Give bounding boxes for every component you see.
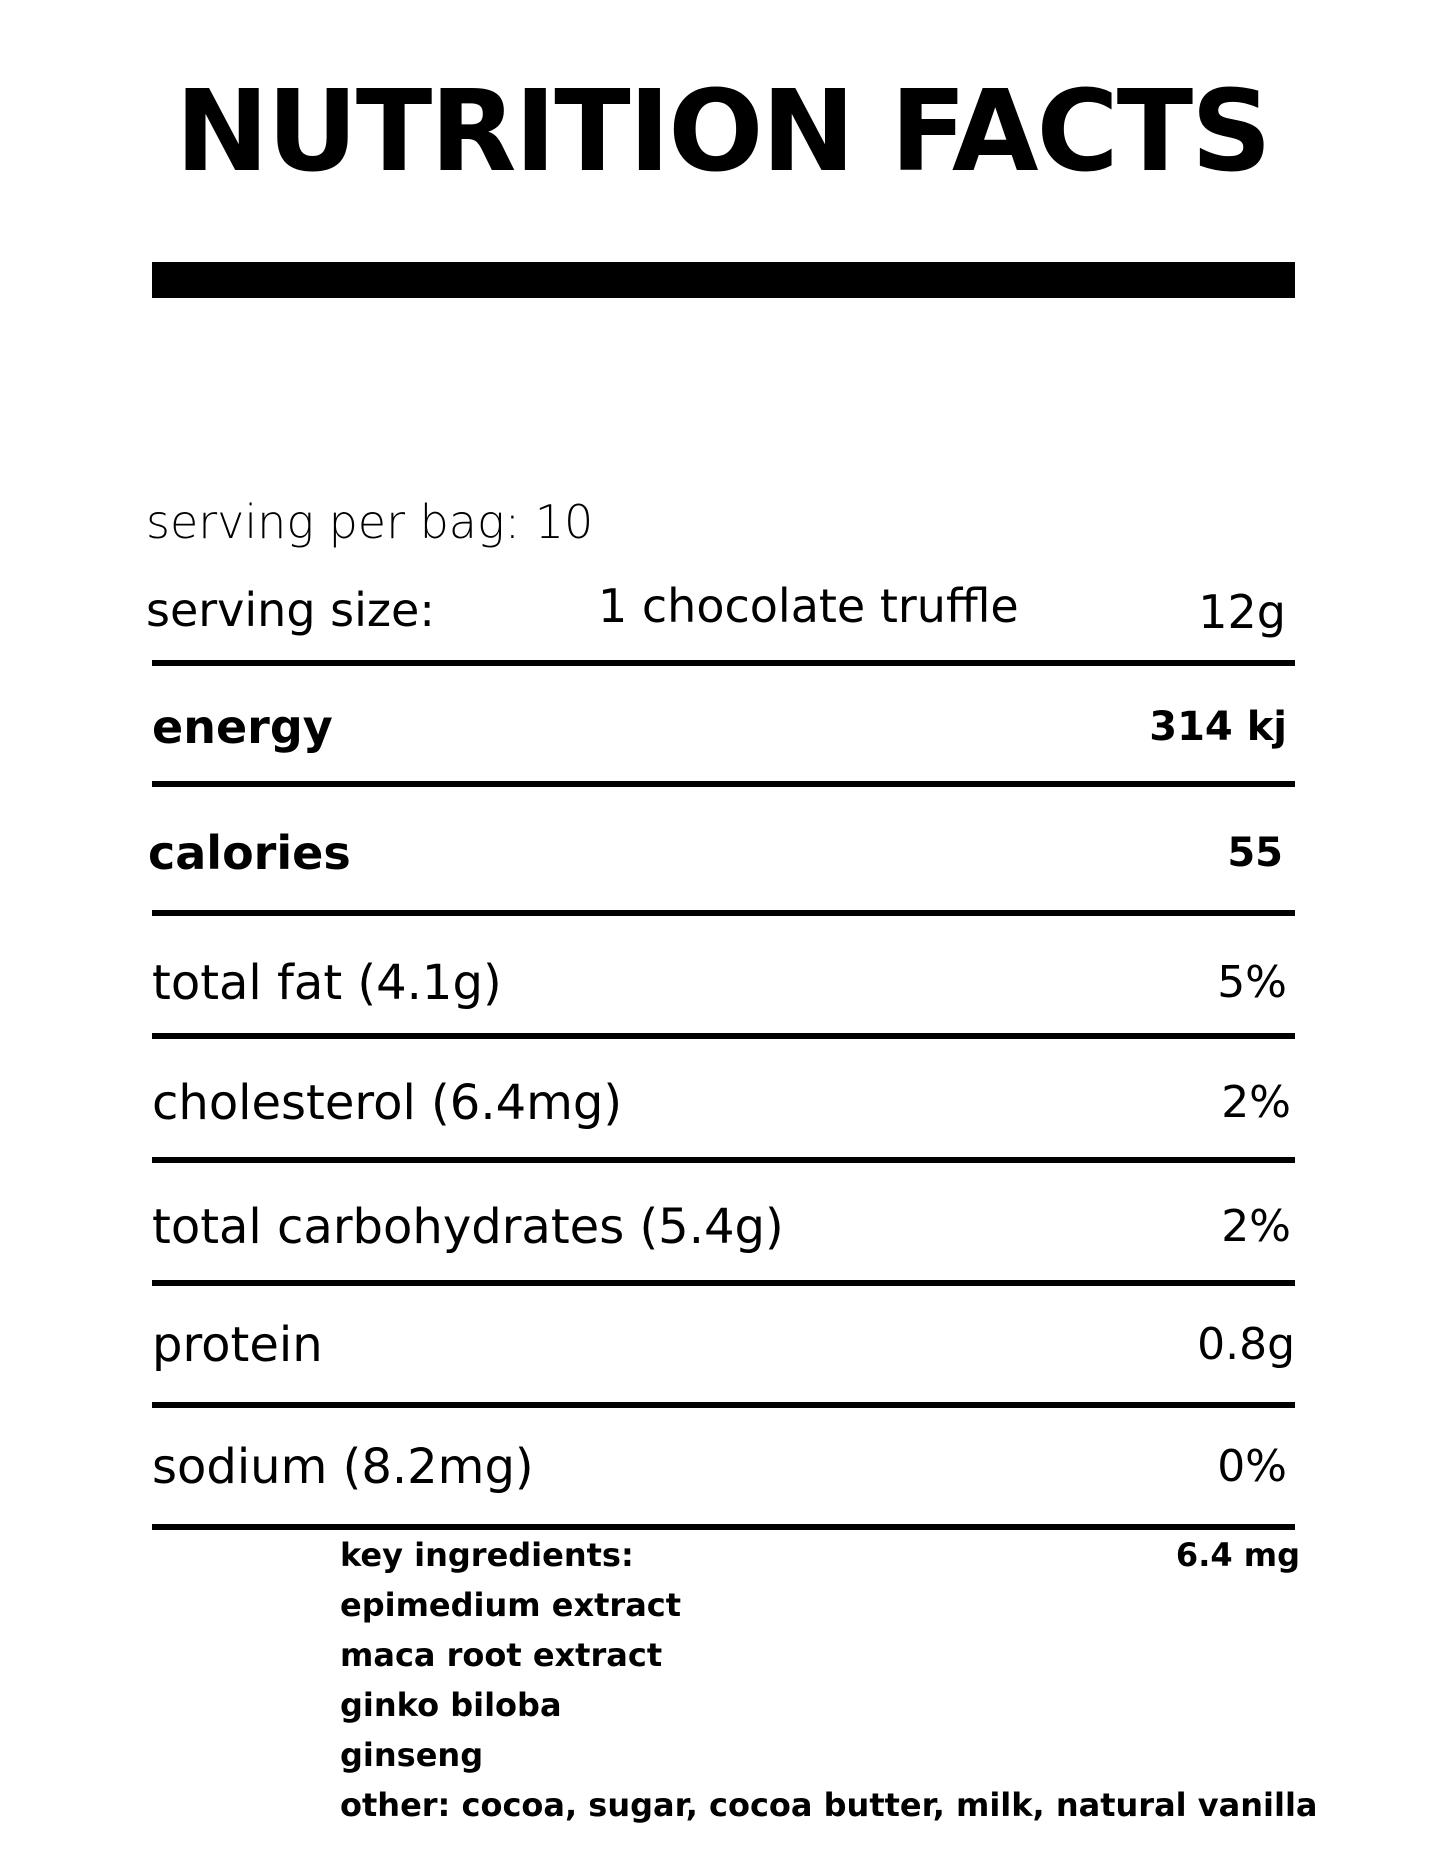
divider-line bbox=[152, 1033, 1295, 1039]
serving-size-description: 1 chocolate truffle bbox=[598, 579, 1019, 633]
nutrient-row-total-fat bbox=[152, 948, 1295, 1018]
nutrient-name: energy bbox=[152, 700, 333, 754]
ingredients-heading: key ingredients: bbox=[340, 1536, 634, 1574]
divider-line bbox=[152, 781, 1295, 787]
nutrient-value: 5% bbox=[1217, 957, 1287, 1008]
nutrient-name: cholesterol (6.4mg) bbox=[152, 1075, 623, 1131]
ingredients-amount: 6.4 mg bbox=[1175, 1536, 1300, 1574]
ingredient-item: ginko biloba bbox=[340, 1686, 562, 1724]
divider-line bbox=[152, 660, 1295, 666]
serving-size-weight: 12g bbox=[1198, 585, 1286, 639]
nutrient-row-total-carbohydrates bbox=[152, 1192, 1295, 1262]
nutrient-value: 314 kj bbox=[1149, 704, 1287, 750]
nutrient-value: 0.8g bbox=[1197, 1319, 1295, 1370]
divider-line bbox=[152, 1402, 1295, 1408]
title-divider-bar bbox=[152, 262, 1295, 298]
ingredient-item: maca root extract bbox=[340, 1636, 663, 1674]
nutrient-name: total carbohydrates (5.4g) bbox=[152, 1199, 784, 1255]
nutrient-name: sodium (8.2mg) bbox=[152, 1439, 534, 1495]
other-ingredients: other: cocoa, sugar, cocoa butter, milk, natural vanilla bbox=[340, 1786, 1318, 1824]
servings-per-bag: serving per bag: 10 bbox=[146, 495, 594, 549]
ingredients-heading-line bbox=[340, 1530, 1300, 1580]
nutrient-name: protein bbox=[152, 1317, 323, 1373]
nutrient-value: 2% bbox=[1221, 1077, 1291, 1128]
page-title: NUTRITION FACTS bbox=[175, 67, 1270, 197]
nutrient-row-cholesterol bbox=[152, 1068, 1295, 1138]
serving-size-row bbox=[146, 578, 1286, 638]
nutrient-value: 0% bbox=[1217, 1441, 1287, 1492]
nutrient-row-energy bbox=[152, 692, 1295, 762]
nutrient-name: total fat (4.1g) bbox=[152, 955, 502, 1011]
serving-size-label: serving size: bbox=[146, 583, 435, 637]
ingredient-item: ginseng bbox=[340, 1736, 484, 1774]
nutrient-value: 55 bbox=[1227, 830, 1283, 876]
nutrient-row-calories bbox=[148, 818, 1295, 888]
divider-line bbox=[152, 1280, 1295, 1286]
nutrient-value: 2% bbox=[1221, 1201, 1291, 1252]
divider-line bbox=[152, 910, 1295, 916]
ingredient-item: epimedium extract bbox=[340, 1586, 682, 1624]
nutrient-row-protein bbox=[152, 1310, 1295, 1380]
key-ingredients-section bbox=[340, 1530, 1318, 1830]
divider-line bbox=[152, 1157, 1295, 1163]
nutrient-row-sodium bbox=[152, 1432, 1295, 1502]
nutrient-name: calories bbox=[148, 826, 351, 880]
